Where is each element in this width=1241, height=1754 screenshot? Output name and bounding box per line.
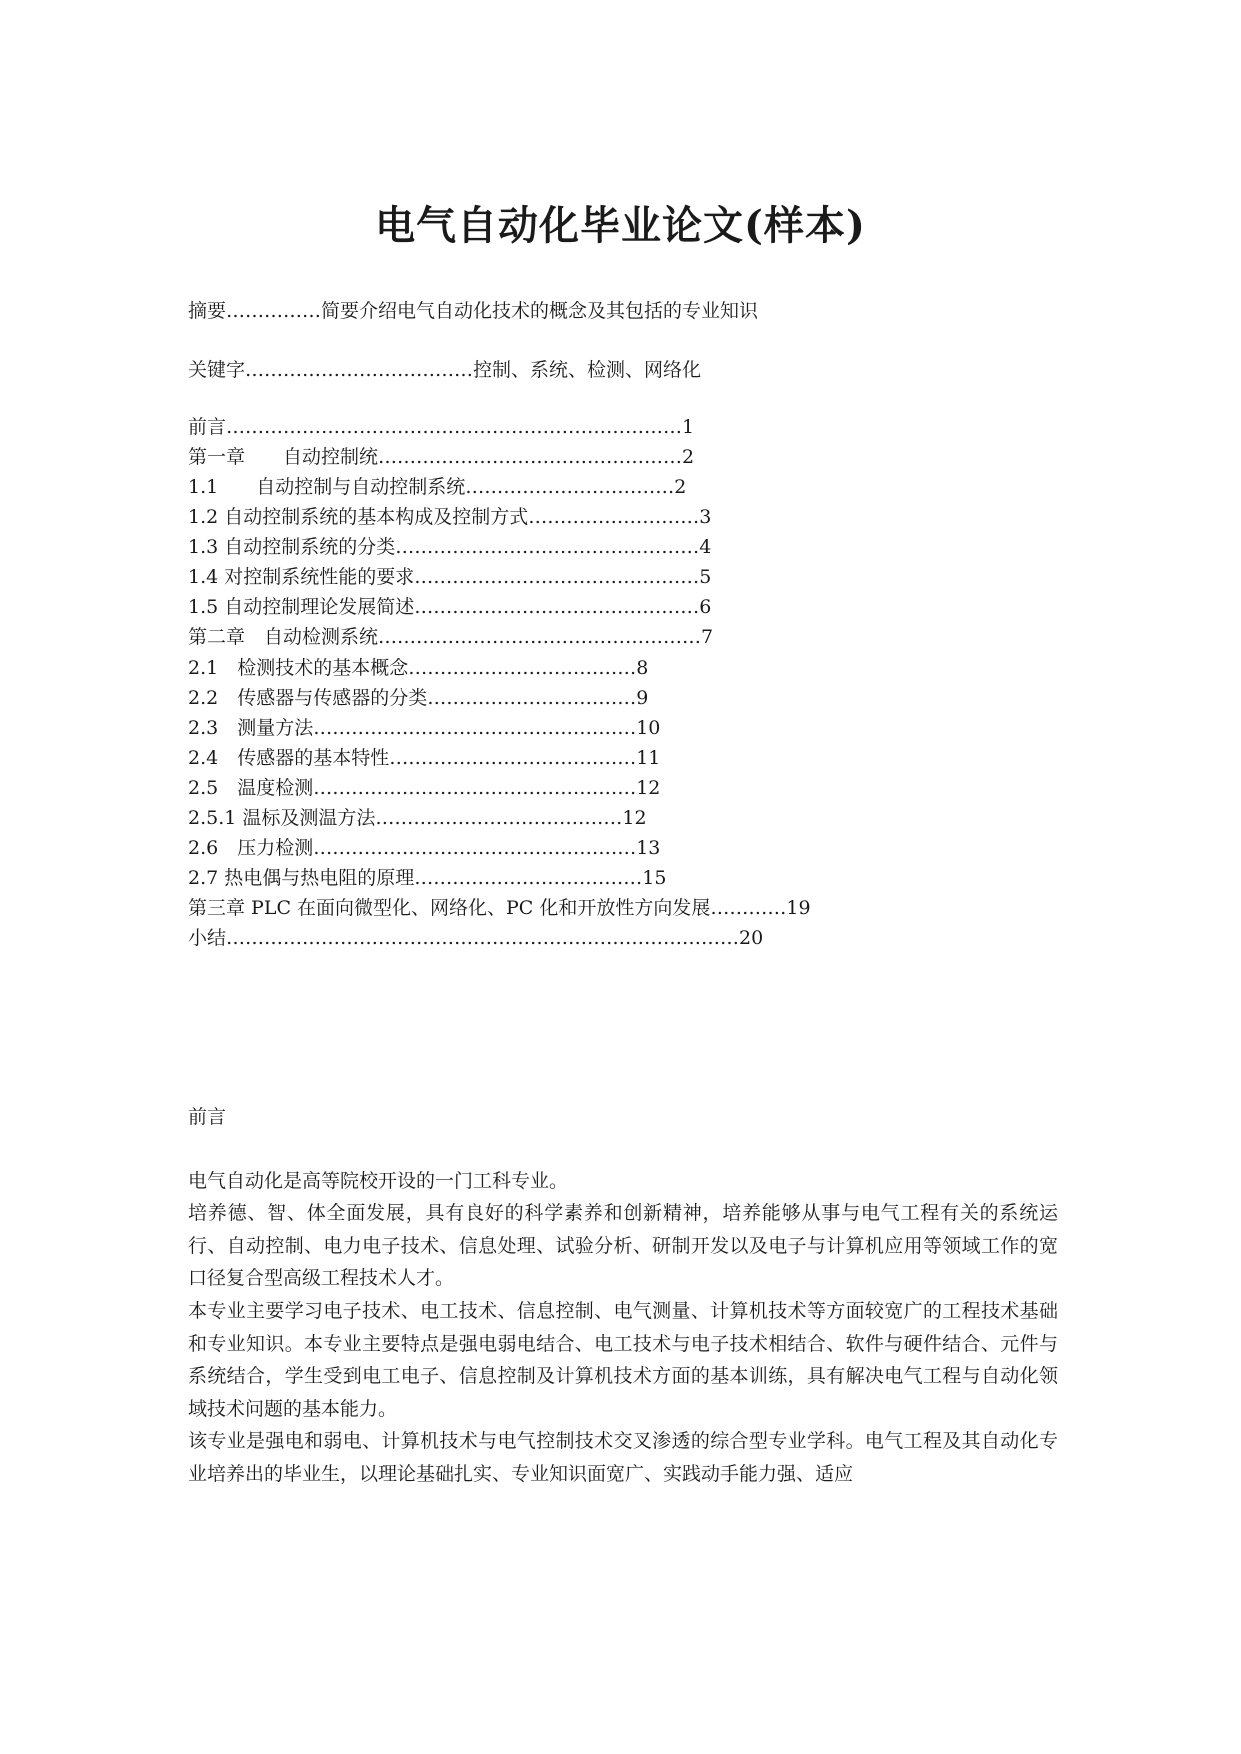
toc-entry: 1.3 自动控制系统的分类…………………………………………4 [188,536,712,558]
toc-entry: 前言………………………………………………………………1 [188,416,695,438]
toc-entry: 1.5 自动控制理论发展简述………………………………………6 [188,596,712,618]
toc-entry: 2.5 温度检测……………………………………………12 [188,777,661,799]
toc-entry: 2.5.1 温标及测温方法…………………………………12 [188,807,647,829]
toc-entry: 2.7 热电偶与热电阻的原理………………………………15 [188,867,667,889]
preface-paragraph: 本专业主要学习电子技术、电工技术、信息控制、电气测量、计算机技术等方面较宽广的工程技术基础和专业知识。本专业主要特点是强电弱电结合、电工技术与电子技术相结合、软件与硬件结合、元件与系统结合，学生受到电工电子、信息控制及计算机技术方面的基本训练，具有解决电气工程与自动化领域技术问题的基本能力。 [188,1300,1058,1420]
toc-entry: 2.3 测量方法……………………………………………10 [188,717,661,739]
toc-entry: 2.4 传感器的基本特性…………………………………11 [188,747,661,769]
toc-entry: 第三章 PLC 在面向微型化、网络化、PC 化和开放性方向发展…………19 [188,897,811,919]
toc-entry: 1.2 自动控制系统的基本构成及控制方式………………………3 [188,506,712,528]
preface-paragraph: 电气自动化是高等院校开设的一门工科专业。 [188,1170,569,1192]
document-title: 电气自动化毕业论文(样本) [375,202,866,249]
toc-entry: 2.6 压力检测……………………………………………13 [188,837,661,859]
toc-entry: 第一章 自动控制统…………………………………………2 [188,446,695,468]
preface-paragraph: 该专业是强电和弱电、计算机技术与电气控制技术交叉渗透的综合型专业学科。电气工程及其自动化专业培养出的毕业生，以理论基础扎实、专业知识面宽广、实践动手能力强、适应 [188,1430,1058,1485]
preface-paragraph: 培养德、智、体全面发展，具有良好的科学素养和创新精神，培养能够从事与电气工程有关的系统运行、自动控制、电力电子技术、信息处理、试验分析、研制开发以及电子与计算机应用等领域工作的宽口径复合型高级工程技术人才。 [188,1202,1058,1290]
toc-entry: 2.1 检测技术的基本概念………………………………8 [188,657,649,679]
preface-heading: 前言 [188,1106,227,1128]
keywords-line: 关键字………………………………控制、系统、检测、网络化 [188,359,702,381]
abstract-line: 摘要……………简要介绍电气自动化技术的概念及其包括的专业知识 [188,300,759,322]
toc-entry: 小结………………………………………………………………………20 [188,927,764,949]
toc-entry: 2.2 传感器与传感器的分类……………………………9 [188,687,649,709]
toc-entry: 第二章 自动检测系统……………………………………………7 [188,626,714,648]
toc-entry: 1.4 对控制系统性能的要求………………………………………5 [188,566,712,588]
toc-entry: 1.1 自动控制与自动控制系统……………………………2 [188,476,687,498]
